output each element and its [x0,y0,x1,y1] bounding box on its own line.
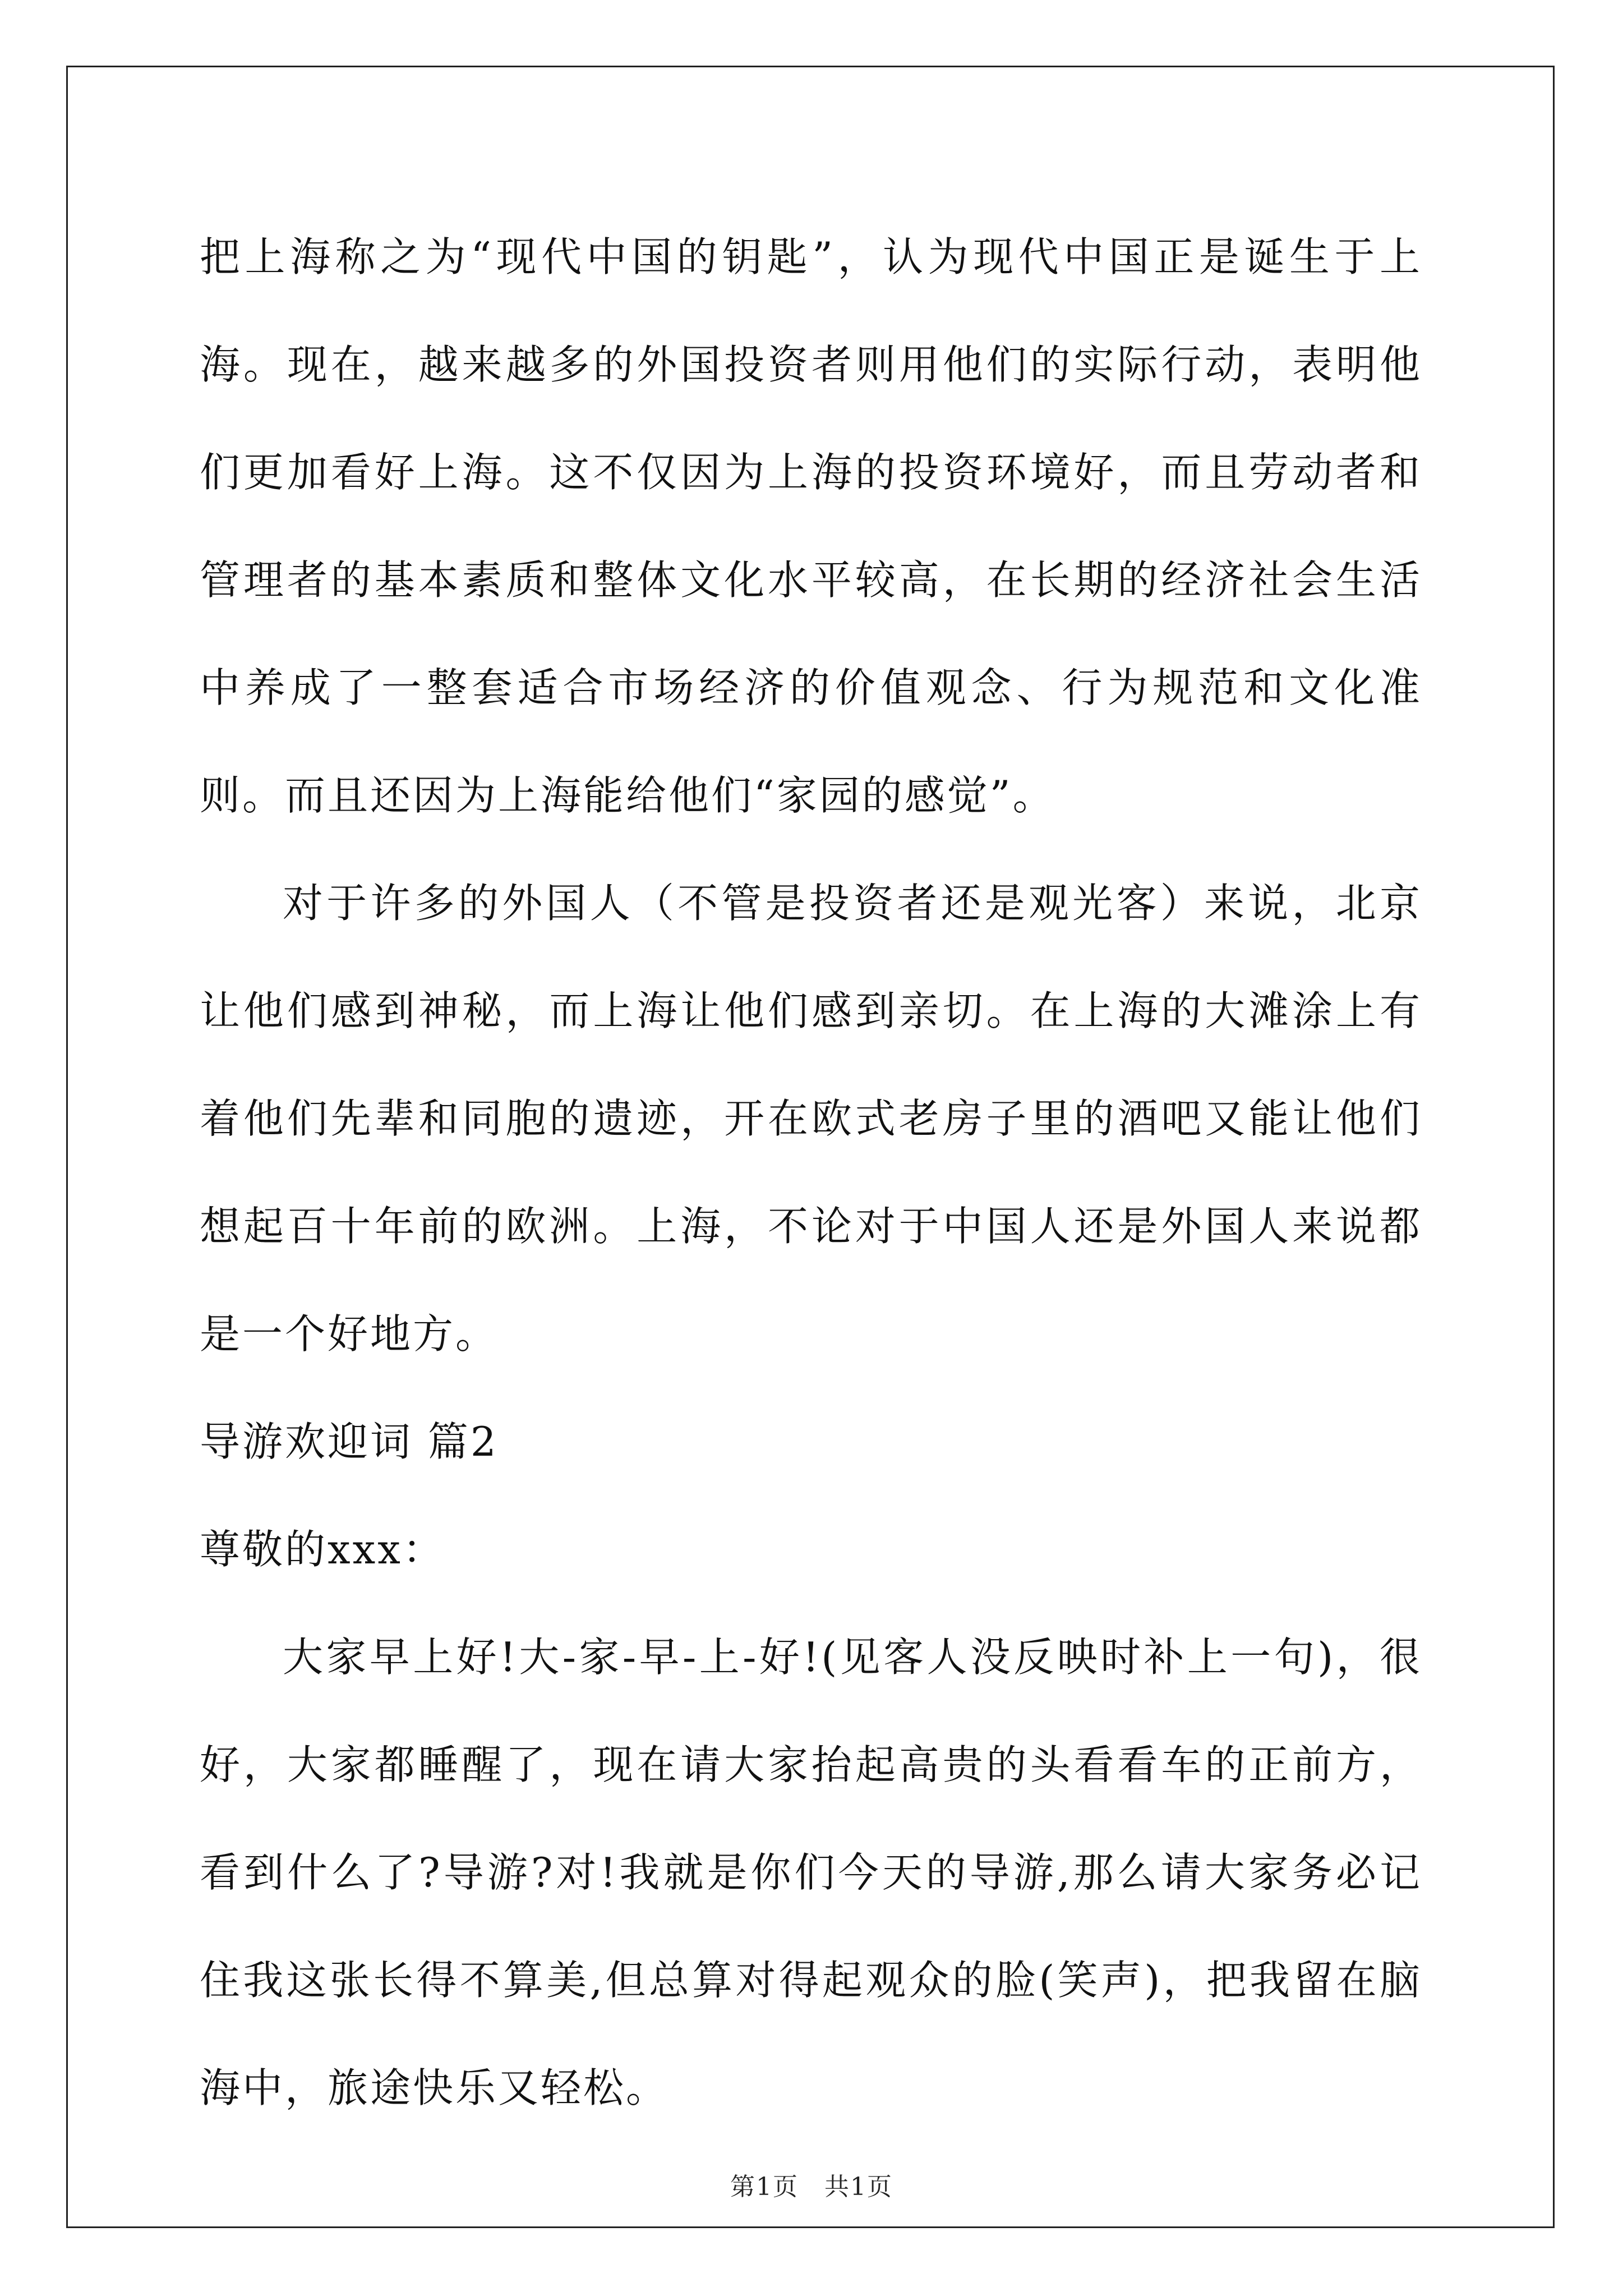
paragraph-welcome-speech: 大家早上好!大-家-早-上-好!(见客人没反映时补上一句)，很好，大家都睡醒了，现在请大家抬起高贵的头看看车的正前方，看到什么了?导游?对!我就是你们今天的导游,那么请大家务必记住我这张长得不算美,但总算对得起观众的脸(笑声)，把我留在脑海中，旅途快乐又轻松。 [200,1634,1422,2111]
document-body [200,203,1422,2142]
paragraph-foreigners: 对于许多的外国人（不管是投资者还是观光客）来说，北京让他们感到神秘，而上海让他们感到亲切。在上海的大滩涂上有着他们先辈和同胞的遗迹，开在欧式老房子里的酒吧又能让他们想起百十年前的欧洲。上海，不论对于中国人还是外国人来说都是一个好地方。 [200,880,1422,1358]
page-number-footer: 第1页 共1页 [730,2173,893,2201]
salutation: 尊敬的xxx： [200,1526,445,1573]
paragraph-shanghai-key: 把上海称之为“现代中国的钥匙”，认为现代中国正是诞生于上海。现在，越来越多的外国投资者则用他们的实际行动，表明他们更加看好上海。这不仅因为上海的投资环境好，而且劳动者和管理者的基本素质和整体文化水平较高，在长期的经济社会生活中养成了一整套适合市场经济的价值观念、行为规范和文化准则。而且还因为上海能给他们“家园的感觉”。 [200,233,1422,819]
section-heading: 导游欢迎词 篇2 [200,1418,499,1465]
